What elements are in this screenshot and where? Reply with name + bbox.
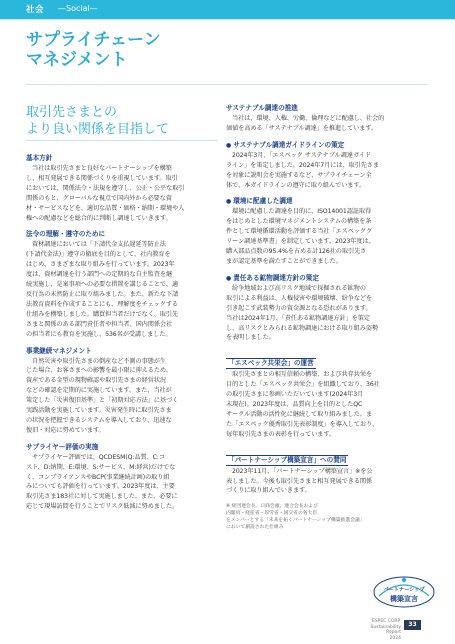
body-line: 法教育資料を作成することにも、理解度をチェックする [26,300,179,308]
page-title [26,30,161,70]
footnote-line: ※ 経団連会長、日商会頭、連合会長および [226,504,318,510]
body-line: 体で、本ガイドラインの遵守に取り組んでいます。 [226,181,366,189]
footer-company: ESPEC CORP. [371,619,401,624]
body-line: く、コンプライアンスやBCP(事業継続計画)の取り組 [26,473,170,481]
body-line: サプライヤー評価では、QCDESM(Q:品質、C:コ [32,453,165,461]
badge-line2: 構築宣言 [390,595,418,603]
body-line: 購入部品点数の95.4%を占める計126社の取引先さ [226,248,367,256]
section-heading: サプライヤー評価の実施 [26,442,99,451]
body-line: の状況を把握できるシステムを導入しており、迅速な [26,416,172,424]
section-heading: 「パートナーシップ構築宣言」への賛同 [228,455,347,464]
partnership-declaration-logo [371,572,437,610]
body-line: 環境に配慮した調達を目的に、ISO14001認証取得 [232,208,372,216]
section-body [226,207,434,266]
body-line: などの確認を定期的に実施しています。また、当社が [26,387,172,395]
section-block [226,274,434,343]
body-line: 復旧・対応に努めています。 [26,426,105,434]
section-block [226,447,434,497]
body-line: 材・サービスなどを、適切な品質・価格・納期・環境や人 [26,204,185,212]
body-line: においては、関係法令・法規を遵守し、公正・公平な取引 [26,184,185,192]
section-heading: サステナブル調達の推進 [226,104,298,112]
section-heading: ● サステナブル調達ガイドラインの策定 [226,141,434,150]
section-body [26,164,218,223]
body-line: 件として環境循環活動を評価する当社「エスペックグ [226,228,373,236]
section-block [226,350,434,439]
page-title-line1: サプライチェーン [26,30,161,50]
body-line: 表しました。今後も取引先さまと相互発展できる関係 [226,477,373,485]
body-line: をはじめとした環境マネジメントシステムの構築を条 [226,218,372,226]
section-block [226,104,434,134]
main-heading-line2: より良い関係を目指して [26,122,170,137]
section-body [226,151,434,191]
badge-line1: パートナーシップ [383,587,425,593]
body-line: 引き起こす武装勢力の資金源となる恐れがあります。 [226,304,372,312]
section-body [26,240,218,339]
body-line: 2024年3月、「エスペック サステナブル調達ガイド [232,151,371,159]
body-line: 実践活動を実施しています。災害発生時に取引先さま [26,407,172,415]
section-label-en: —Social— [58,3,98,13]
body-line: 自然災害や取引先さまの倒産など不測の事態が生 [32,357,166,365]
section-body [26,357,218,436]
section-body [226,284,434,343]
body-line: 資材調達においては「下請代金支払遅延等防止法 [32,241,166,249]
footer-text [357,619,401,641]
footnote [226,503,366,531]
body-line: 反行為の未然防止に取り組みました。また、新たな下請 [26,290,179,298]
main-heading-line1: 取引先さまとの [26,105,118,120]
body-line: 資産である金型の現物確認や取引先さまの経営状況 [26,377,167,385]
body-line: 策定した「災害復旧基準」と「初期対応方法」に基づく [26,397,179,405]
page-title-line2: マネジメント [26,50,128,70]
section-block [26,443,218,512]
body-line: 当社は、環境、人権、労働、倫理などに配慮し、社会的 [232,115,385,122]
title-divider [26,84,428,85]
body-line: まが認定基準を満たすことができました。 [226,257,342,265]
body-line: 続実施し、是案事項への必要な措置を講じることで、適 [26,281,179,289]
page-number: 33 [404,620,421,630]
section-heading: 事業継続マネジメント [26,346,92,355]
body-line: 権への配慮などを総合的に判断し調達していきます。 [26,214,172,222]
header-divider [0,19,455,20]
section-heading: ● 環境に配慮した調達 [226,197,434,206]
footer-year: 2024 [389,635,401,641]
body-line: 当社は取引先さまと良好なパートナーシップを構築 [32,165,172,172]
body-line: (下請代金法)」遵守の徹底を目的として、社内教育を [26,251,171,259]
section-block [26,347,218,436]
body-line: 取引による利益は、人権侵害や環境破壊、紛争などを [226,294,373,302]
footnote-line: をメンバーとする「未来を拓くパートナーシップ構築推進会議」 [226,518,365,524]
body-line: ライン」を策定しました。2024年7月には、取引先さま [226,161,379,169]
body-line: 応じて現場訪問を行うことでリスク低減に努めました。 [26,503,179,511]
footnote-line: において創設された仕組み [226,525,284,531]
body-line: 度は、資材調達を行う部門への定期的な自主監査を継 [26,271,173,279]
body-line: 関係のもと、グローバルな視点で国内外から必要な資 [26,194,172,202]
footer-report: Sustainability Report [370,624,401,635]
section-block [226,197,434,266]
section-body [26,453,218,512]
section-header-bar [0,0,455,19]
section-heading: 基本方針 [26,154,53,162]
body-line: の担当者にも教育を実施し、536名が受講しました。 [26,330,172,338]
body-line: 取引先さまとの相互信頼の構築、および共存共栄を [232,371,373,379]
section-body [226,114,434,134]
body-line: 末現在)。2023年度は、品質向上を目的としたQC [226,401,363,409]
body-line: みについても評価を行っています。2023年度は、主要 [26,483,175,491]
body-line: じた場合、お客さまへの影響を最小限に抑えるため、 [26,367,172,375]
body-line: 取引先さま183社に対して実施しました。また、必要に [26,493,178,501]
body-line: を対象に説明会を実施するなど、サプライチェーン全 [226,171,372,179]
body-line: づくりに取り組んでいきます。 [226,487,311,495]
body-line: の取引先さまに参画いただいています(2024年3月 [226,391,364,399]
section-body [226,370,434,439]
body-line: スト、D:納期、E:環境、S:サービス、M:経営)だけでな [26,463,176,471]
body-line: はじめ、さまざまな取り組みを行っています。2023年 [26,261,175,269]
body-line: さまと関係のある部門責任者や担当者、国内関係会社 [26,320,173,328]
section-heading: 「エスペック共栄会」の運営 [228,359,314,368]
body-line: た「エスペック優秀取引先表彰制度」を導入しており、 [226,420,379,428]
left-column [26,154,218,519]
body-line: 仕組みを構築しました。購買担当者だけでなく、取引先 [26,310,179,318]
section-block [26,154,218,223]
section-block [226,141,434,191]
body-line: 当社は2024年1月、「責任ある鉱物調達方針」を策定 [226,314,370,322]
body-line: 毎年取引先さまの表彰を行っています。 [226,430,336,438]
section-heading: ● 責任ある鉱物調達方針の策定 [226,274,434,283]
section-block [26,230,218,339]
main-heading [26,104,169,138]
body-line: サークル活動の活性化に継続して取り組みました。ま [226,410,372,418]
body-line: 紛争地域および高リスク地域で採掘される鉱物の [232,284,366,292]
right-column [226,104,434,531]
body-line: 2023年11月、「パートナーシップ構築宣言」※を公 [232,467,373,475]
body-line: を表明しました。 [226,334,275,342]
body-line: 価値を高める「サステナブル調達」を推進しています。 [226,124,378,132]
section-body [226,467,434,497]
body-line: し、相互発展できる関係づくりを重視しています。取引 [26,174,178,182]
body-line: リーン調達基準書」を制定しています。2023年度は、 [226,238,375,246]
section-heading: 法令の理解・遵守のために [26,230,106,239]
main-heading-rule [26,140,218,141]
body-line: し、高リスクとみられる鉱物調達における取り組み姿勢 [226,324,379,332]
body-line: 目的とした「エスペック共栄会」を組織しており、36社 [226,381,380,389]
footnote-line: 内閣府・経産省・厚労省・国交省の各大臣 [226,511,318,517]
section-label: 社会 [26,5,45,15]
